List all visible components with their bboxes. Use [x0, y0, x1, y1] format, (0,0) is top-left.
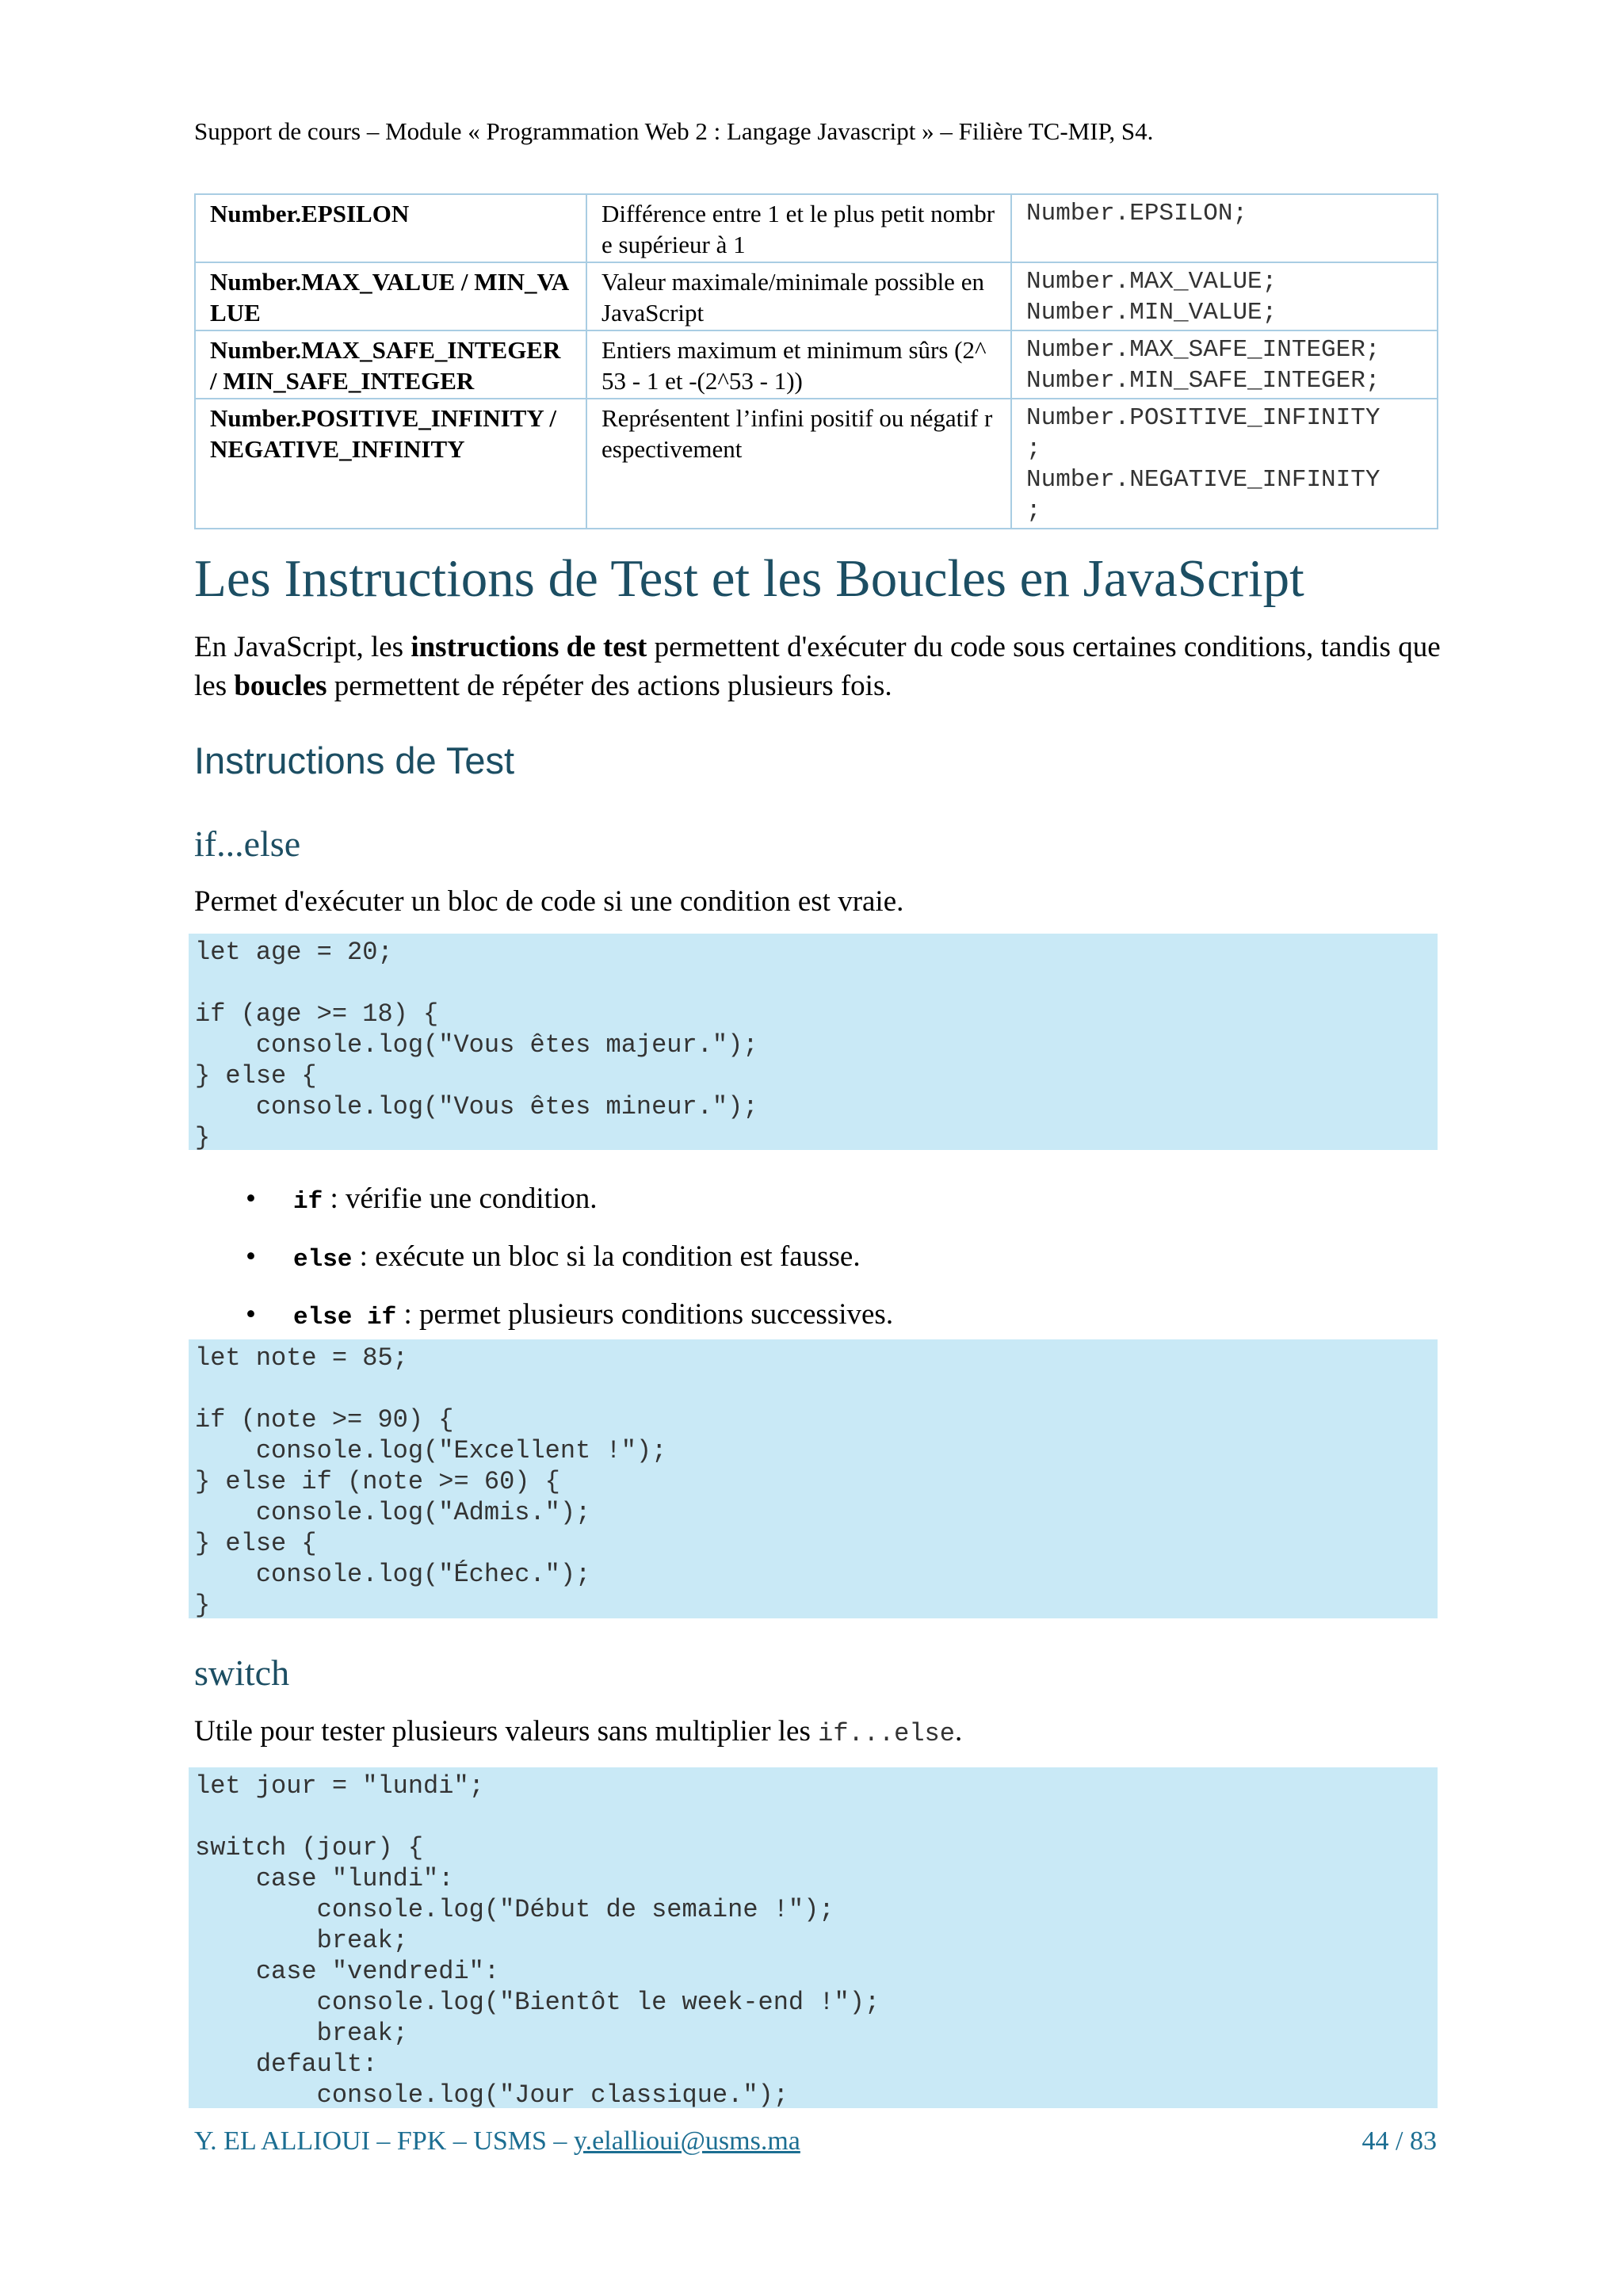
number-properties-table — [194, 193, 1438, 529]
inline-code: if...else — [818, 1719, 955, 1748]
code-block-if-else: let age = 20; if (age >= 18) { console.log("Vous êtes majeur."); } else { console.log("Vous êtes mineur."); } — [189, 934, 1438, 1150]
table-row — [195, 194, 1438, 262]
keyword-code: else if — [293, 1304, 397, 1331]
property-description: Valeur maximale/minimale possible en JavaScript — [586, 262, 1011, 330]
bullet-icon: • — [246, 1182, 256, 1215]
bullet-icon: • — [246, 1240, 256, 1273]
keyword-code: else — [293, 1246, 353, 1274]
property-description: Entiers maximum et minimum sûrs (2^53 - 1 et -(2^53 - 1)) — [586, 330, 1011, 399]
intro-bold-text: instructions de test — [411, 631, 647, 663]
property-name: Number.POSITIVE_INFINITY / NEGATIVE_INFINITY — [195, 399, 586, 529]
property-name: Number.MAX_VALUE / MIN_VALUE — [195, 262, 586, 330]
code-block-else-if: let note = 85; if (note >= 90) { console.log("Excellent !"); } else if (note >= 60) { console.log("Admis."); } else { console.log("Échec."); } — [189, 1339, 1438, 1618]
switch-heading: switch — [194, 1652, 290, 1693]
table-row — [195, 330, 1438, 399]
list-item — [238, 1170, 893, 1228]
ifelse-heading: if...else — [194, 823, 301, 864]
intro-bold-text: boucles — [234, 670, 327, 702]
property-name: Number.MAX_SAFE_INTEGER / MIN_SAFE_INTEGER — [195, 330, 586, 399]
keyword-code: if — [293, 1188, 323, 1216]
footer-author — [194, 2124, 800, 2159]
switch-description-text: . — [954, 1715, 963, 1748]
code-block-switch: let jour = "lundi"; switch (jour) { case "lundi": console.log("Début de semaine !"); break; case "vendredi": console.log("Bientôt le week-end !"); break; default: console.log("Jour classique."); — [189, 1767, 1438, 2108]
switch-description-text: Utile pour tester plusieurs valeurs sans multiplier les — [194, 1715, 819, 1748]
subsection-title: Instructions de Test — [194, 739, 515, 781]
intro-text: permettent d'exécuter du code sous certaines conditions, tandis que les — [194, 631, 1441, 702]
keyword-description: : permet plusieurs conditions successives. — [396, 1298, 894, 1331]
property-code: Number.EPSILON; — [1011, 194, 1438, 262]
keyword-description: : exécute un bloc si la condition est fausse. — [352, 1240, 861, 1273]
section-intro — [194, 628, 1446, 705]
keyword-description: : vérifie une condition. — [323, 1182, 598, 1215]
intro-text: En JavaScript, les — [194, 631, 411, 663]
property-code: Number.MAX_SAFE_INTEGER; Number.MIN_SAFE_INTEGER; — [1011, 330, 1438, 399]
property-description: Représentent l’infini positif ou négatif respectivement — [586, 399, 1011, 529]
table-row — [195, 262, 1438, 330]
bullet-icon: • — [246, 1298, 256, 1331]
page-header: Support de cours – Module « Programmation Web 2 : Langage Javascript » – Filière TC-MIP, S4. — [194, 117, 1154, 145]
property-description: Différence entre 1 et le plus petit nombre supérieur à 1 — [586, 194, 1011, 262]
author-email-link[interactable]: y.elallioui@usms.ma — [573, 2126, 800, 2156]
ifelse-description: Permet d'exécuter un bloc de code si une condition est vraie. — [194, 885, 904, 918]
intro-text: permettent de répéter des actions plusieurs fois. — [327, 670, 892, 702]
property-code: Number.POSITIVE_INFINITY ; Number.NEGATIVE_INFINITY ; — [1011, 399, 1438, 529]
section-title: Les Instructions de Test et les Boucles en JavaScript — [194, 549, 1304, 608]
property-code: Number.MAX_VALUE; Number.MIN_VALUE; — [1011, 262, 1438, 330]
list-item — [238, 1228, 893, 1286]
list-item — [238, 1286, 893, 1343]
property-name: Number.EPSILON — [195, 194, 586, 262]
table-row — [195, 399, 1438, 529]
switch-description — [194, 1712, 1446, 1753]
footer-author-text: Y. EL ALLIOUI – FPK – USMS – — [194, 2126, 574, 2156]
page-number: 44 / 83 — [1361, 2126, 1437, 2156]
keyword-list — [238, 1170, 893, 1343]
